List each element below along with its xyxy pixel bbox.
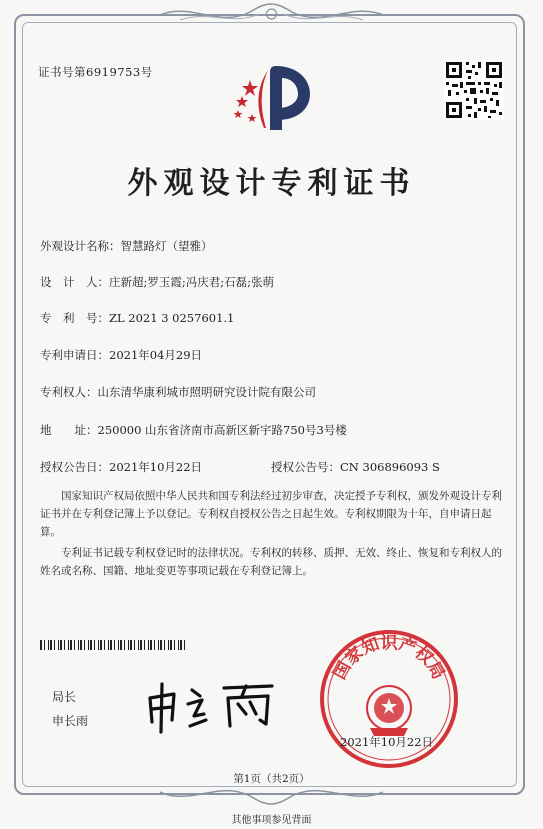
application-date-row bbox=[40, 347, 202, 363]
signatory-name: 申长雨 bbox=[52, 714, 89, 728]
qr-code bbox=[444, 60, 504, 120]
legal-status-statement: 专利证书记载专利权登记时的法律状况。专利权的转移、质押、无效、终止、恢复和专利权人的姓名或名称、国籍、地址变更等事项记载在专利登记簿上。 bbox=[40, 547, 502, 577]
address-row bbox=[40, 422, 347, 438]
grant-date-value: 2021年10月22日 bbox=[109, 460, 203, 474]
grant-number-value: CN 306896093 S bbox=[340, 460, 440, 474]
page-number: 第1页（共2页） bbox=[233, 773, 310, 785]
footnote: 其他事项参见背面 bbox=[231, 815, 312, 826]
design-name-label: 外观设计名称： bbox=[40, 239, 121, 253]
certificate-number: 证书号第6919753号 bbox=[38, 65, 153, 79]
patentee-value: 山东清华康利城市照明研究设计院有限公司 bbox=[97, 385, 316, 399]
patent-number-value: ZL 2021 3 0257601.1 bbox=[109, 311, 235, 325]
address-value: 250000 山东省济南市高新区新宇路750号3号楼 bbox=[97, 423, 347, 437]
patent-number-row bbox=[40, 310, 234, 326]
grant-date-label: 授权公告日： bbox=[40, 460, 109, 474]
design-name-row bbox=[40, 238, 213, 254]
barcode bbox=[40, 640, 188, 650]
handwritten-signature bbox=[142, 676, 280, 736]
top-ornament bbox=[160, 0, 383, 30]
application-date-label: 专利申请日： bbox=[40, 348, 109, 362]
designers-label: 设 计 人： bbox=[40, 275, 109, 289]
seal-text: 国家知识产权局 bbox=[329, 633, 449, 683]
signatory-role: 局长 bbox=[52, 690, 77, 704]
bottom-ornament bbox=[160, 780, 383, 808]
patentee-row bbox=[40, 384, 316, 400]
design-name-value: 智慧路灯（望雅） bbox=[120, 239, 213, 253]
issue-date: 2021年10月22日 bbox=[340, 735, 434, 749]
address-label: 地 址： bbox=[40, 423, 98, 437]
designers-value: 庄新超;罗玉霞;冯庆君;石磊;张萌 bbox=[109, 275, 274, 289]
patentee-label: 专利权人： bbox=[40, 385, 98, 399]
application-date-value: 2021年04月29日 bbox=[109, 348, 203, 362]
grant-number-label: 授权公告号： bbox=[271, 460, 340, 474]
grant-number-row bbox=[271, 459, 440, 475]
cnipa-logo bbox=[226, 58, 318, 138]
svg-text:国家知识产权局 bbox=[330, 633, 448, 683]
grant-date-row bbox=[40, 459, 202, 475]
certificate-title: 外观设计专利证书 bbox=[127, 166, 416, 201]
designers-row bbox=[40, 274, 274, 290]
grant-statement: 国家知识产权局依照中华人民共和国专利法经过初步审查，决定授予专利权，颁发外观设计专利证书并在专利登记簿上予以登记。专利权自授权公告之日起生效。专利权期限为十年，自申请日起算。 bbox=[40, 490, 502, 538]
patent-number-label: 专 利 号： bbox=[40, 311, 109, 325]
